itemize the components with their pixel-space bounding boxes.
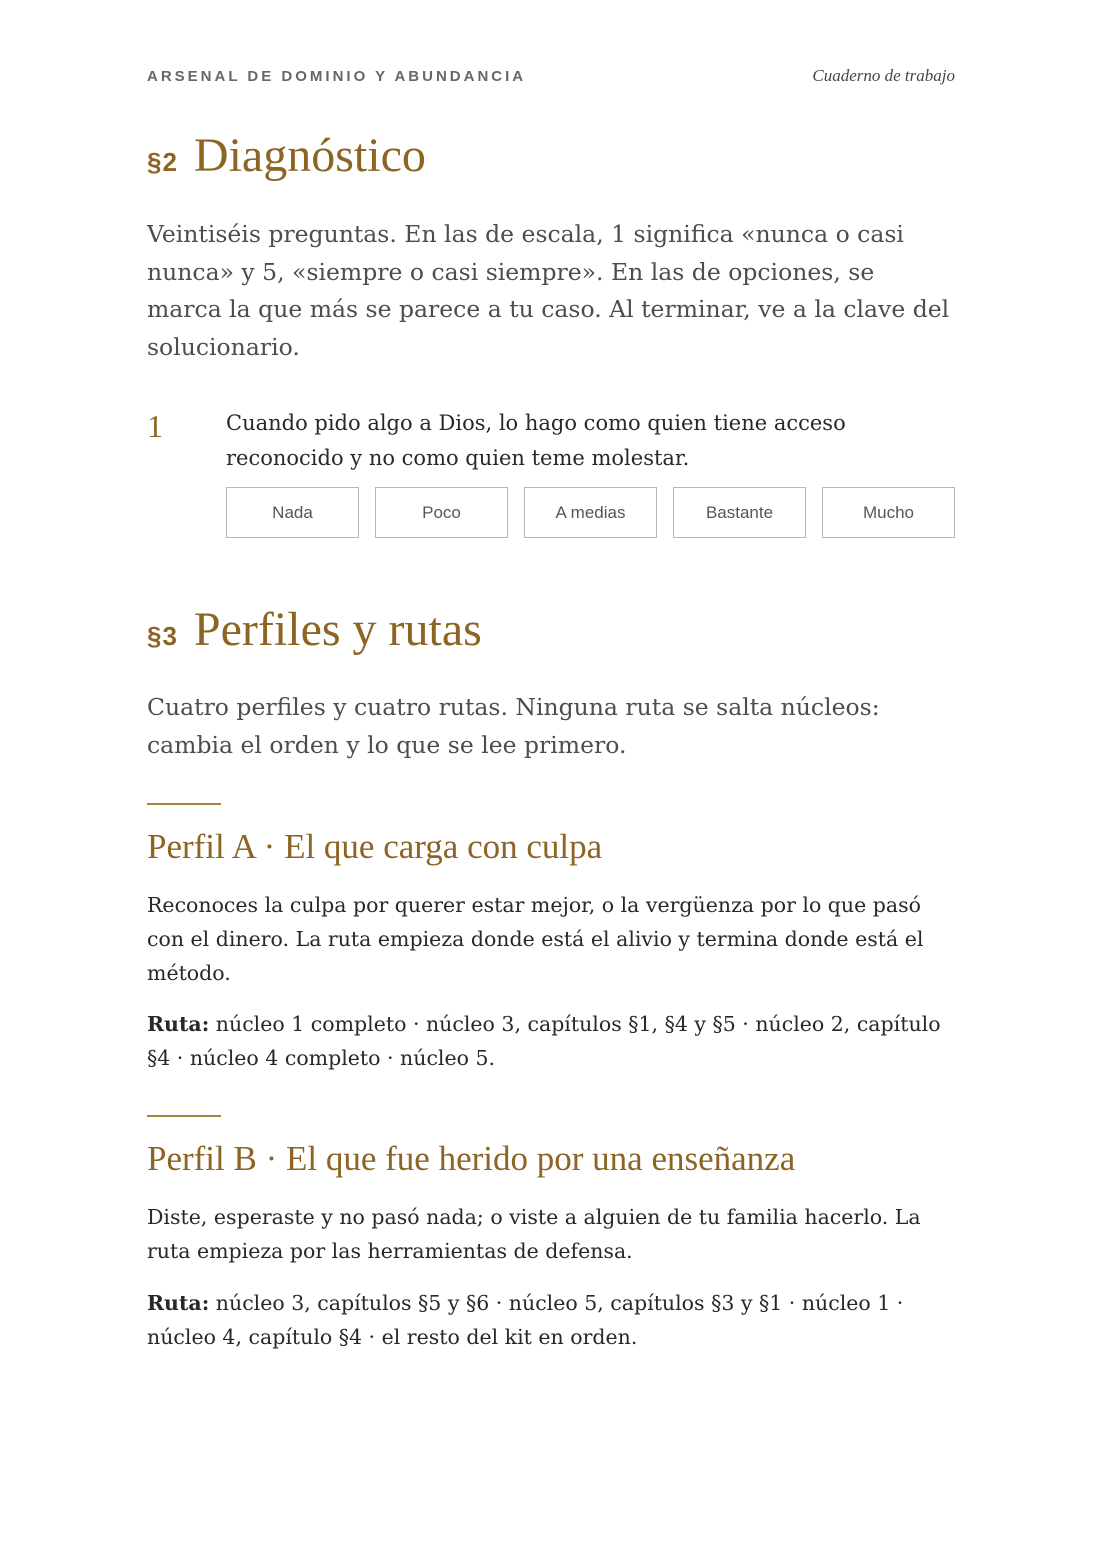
answer-option-a-medias[interactable]: A medias (524, 487, 657, 538)
profile-title-a: Perfil A · El que carga con culpa (147, 827, 603, 866)
section-heading-diagnostico (147, 128, 426, 183)
section-title: Perfiles y rutas (193, 603, 482, 656)
answer-option-mucho[interactable]: Mucho (822, 487, 955, 538)
route-text: núcleo 1 completo · núcleo 3, capítulos §1, §4 y §5 · núcleo 2, capítulo §4 · núcleo 4 completo · núcleo 5. (147, 1012, 941, 1070)
question-text: Cuando pido algo a Dios, lo hago como quien tiene acceso reconocido y no como quien teme molestar. (226, 411, 846, 470)
divider (147, 1115, 221, 1117)
answer-option-bastante[interactable]: Bastante (673, 487, 806, 538)
document-type: Cuaderno de trabajo (812, 66, 955, 85)
brand-title: ARSENAL DE DOMINIO Y ABUNDANCIA (147, 68, 527, 85)
section-intro: Veintiséis preguntas. En las de escala, 1 significa «nunca o casi nunca» y 5, «siempre o casi siempre». En las de opciones, se marca la que más se parece a tu caso. Al terminar, ve a la clave del solucionario. (147, 220, 950, 361)
route-label: Ruta: (147, 1291, 210, 1315)
answer-scale (226, 487, 955, 538)
question-number: 1 (147, 408, 163, 444)
profile-route-a (147, 1007, 955, 1075)
route-label: Ruta: (147, 1012, 210, 1036)
route-text: núcleo 3, capítulos §5 y §6 · núcleo 5, capítulos §3 y §1 · núcleo 1 · núcleo 4, capítulo §4 · el resto del kit en orden. (147, 1291, 904, 1349)
profile-route-b (147, 1286, 955, 1354)
running-header (147, 66, 955, 90)
profile-description-a: Reconoces la culpa por querer estar mejor, o la vergüenza por lo que pasó con el dinero. La ruta empieza donde está el alivio y termina donde está el método. (147, 893, 924, 985)
section-intro: Cuatro perfiles y cuatro rutas. Ninguna ruta se salta núcleos: cambia el orden y lo que se lee primero. (147, 693, 880, 759)
section-number: §3 (147, 621, 178, 651)
section-number: §2 (147, 147, 178, 177)
answer-option-nada[interactable]: Nada (226, 487, 359, 538)
profile-description-b: Diste, esperaste y no pasó nada; o viste a alguien de tu familia hacerlo. La ruta empieza por las herramientas de defensa. (147, 1205, 921, 1263)
profile-title-b: Perfil B · El que fue herido por una enseñanza (147, 1139, 796, 1178)
section-title: Diagnóstico (193, 129, 426, 182)
divider (147, 803, 221, 805)
answer-option-poco[interactable]: Poco (375, 487, 508, 538)
section-heading-perfiles (147, 602, 482, 657)
